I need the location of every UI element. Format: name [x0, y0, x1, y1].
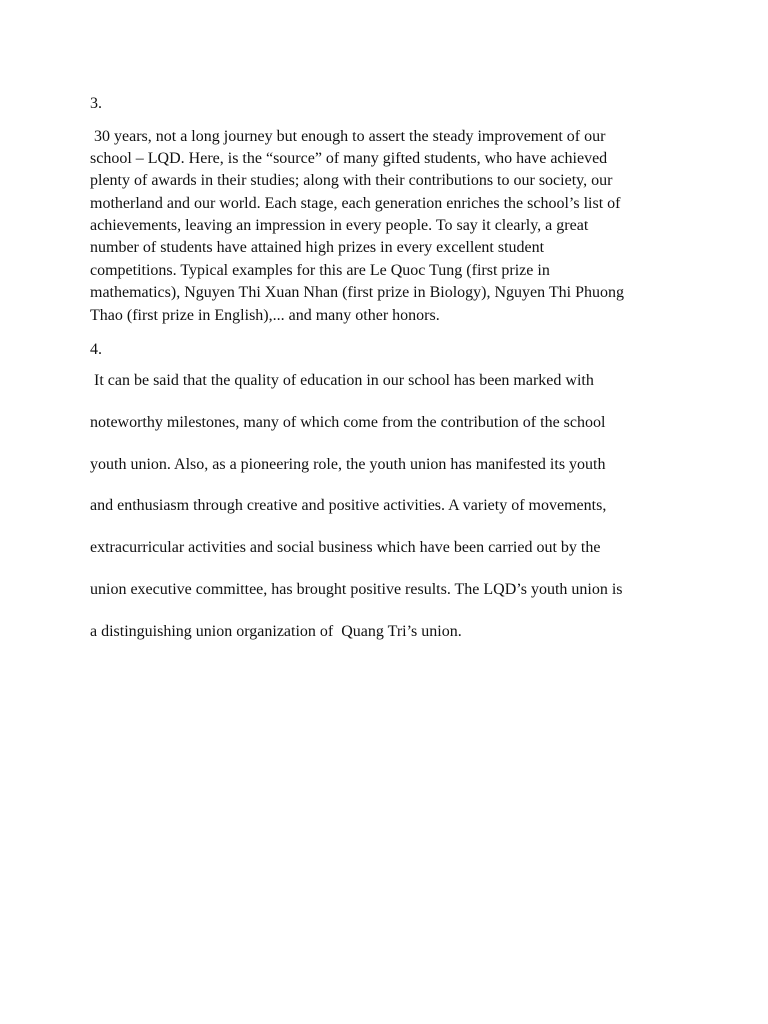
section-3-line-1: 30 years, not a long journey but enough to assert the steady improvement of our: [90, 128, 606, 145]
section-4-line-3: youth union. Also, as a pioneering role, the youth union has manifested its youth: [90, 456, 606, 473]
section-3-line-2: school – LQD. Here, is the “source” of many gifted students, who have achieved: [90, 150, 608, 167]
section-3-number: 3.: [90, 95, 102, 112]
section-3-line-4: motherland and our world. Each stage, each generation enriches the school’s list of: [90, 195, 621, 212]
section-3-line-3: plenty of awards in their studies; along with their contributions to our society, our: [90, 172, 613, 189]
section-4-line-7: a distinguishing union organization of Quang Tri’s union.: [90, 623, 462, 640]
section-4-line-4: and enthusiasm through creative and positive activities. A variety of movements,: [90, 497, 607, 514]
section-3-line-8: mathematics), Nguyen Thi Xuan Nhan (first prize in Biology), Nguyen Thi Phuong: [90, 284, 624, 301]
section-3-line-7: competitions. Typical examples for this are Le Quoc Tung (first prize in: [90, 262, 550, 279]
section-3-line-9: Thao (first prize in English),... and many other honors.: [90, 307, 440, 324]
section-3-line-6: number of students have attained high prizes in every excellent student: [90, 239, 545, 256]
section-4-line-6: union executive committee, has brought positive results. The LQD’s youth union is: [90, 581, 623, 598]
section-4-line-5: extracurricular activities and social business which have been carried out by the: [90, 539, 601, 556]
section-4-line-2: noteworthy milestones, many of which come from the contribution of the school: [90, 414, 606, 431]
section-4-line-1: It can be said that the quality of education in our school has been marked with: [90, 372, 594, 389]
section-3-line-5: achievements, leaving an impression in every people. To say it clearly, a great: [90, 217, 589, 234]
section-4-number: 4.: [90, 341, 102, 358]
